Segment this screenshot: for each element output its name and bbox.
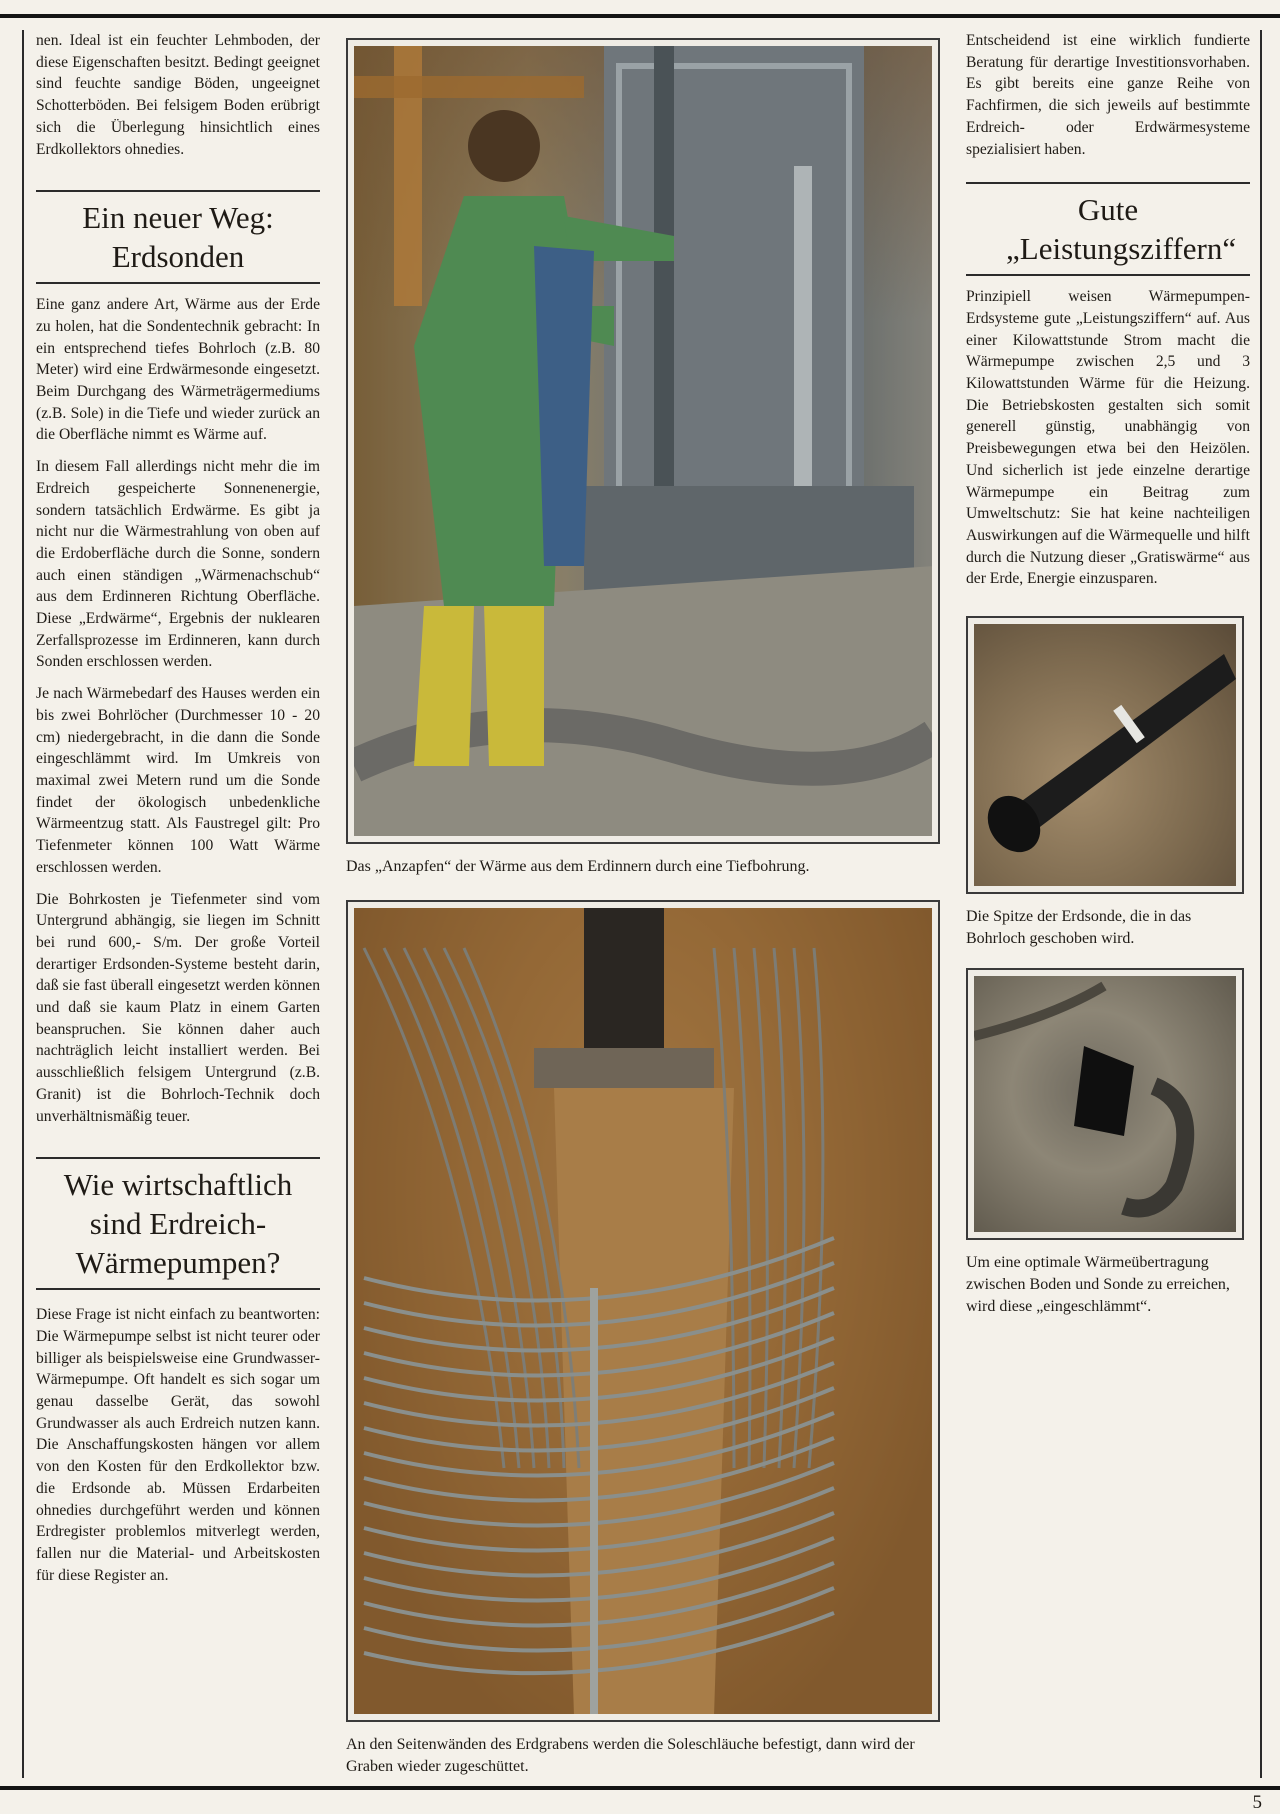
probe-tip-image — [974, 624, 1236, 886]
section-erdsonden — [36, 190, 320, 1127]
trench-photo — [346, 900, 940, 1722]
intro-paragraph: Entscheidend ist eine wirklich fundierte Beratung für derartige Investitionsvorhaben. Es gibt bereits eine ganze Reihe von Fachfirmen, die sich jeweils auf bestimmte Erdreich- oder Erdwärmesysteme spezialisiert haben. — [966, 32, 1250, 158]
intro-paragraph: nen. Ideal ist ein feuchter Lehmboden, der diese Eigenschaften besitzt. Bedingt geeignet sind feuchte sandige Böden, ungeeignet Schotterböden. Bei felsigem Boden erübrigt sich die Überlegung hinsichtlich eines Erdkollektors ohnedies. — [36, 32, 320, 158]
probe-tip-photo — [966, 616, 1244, 894]
caption-probe-tip: Die Spitze der Erdsonde, die in das Bohrloch geschoben wird. — [966, 908, 1192, 948]
borehole-image — [974, 976, 1236, 1232]
column-line-right — [1260, 30, 1262, 1778]
heading-rule — [966, 182, 1250, 184]
heading-rule — [36, 282, 320, 284]
right-column — [966, 30, 1250, 1318]
caption-drilling: Das „Anzapfen“ der Wärme aus dem Erdinnern durch eine Tiefbohrung. — [346, 858, 810, 875]
paragraph: Prinzipiell weisen Wärmepumpen-Erdsysteme gute „Leistungsziffern“ auf. Aus einer Kilowattstunde Strom macht die Wärmepumpe zwischen 2,5 und 3 Kilowattstunden Wärme für die Heizung. Die Betriebskosten gestalten sich somit generell günstig, unabhängig von Preisbewegungen etwa bei den Heizölen. Und sicherlich ist jede einzelne derartige Wärmepumpe ein Beitrag zum Umweltschutz: Sie hat keine nachteiligen Auswirkungen auf die Wärmequelle und hilft durch die Nutzung dieser „Gratiswärme“ aus der Erde, Energie einzusparen. — [966, 288, 1250, 588]
bottom-rule — [0, 1786, 1280, 1790]
heading-rule — [966, 274, 1250, 276]
heading-rule — [36, 1288, 320, 1290]
heading-wirtschaftlichkeit: Wie wirtschaftlich sind Erdreich-Wärmepumpen? — [63, 1167, 293, 1281]
paragraph: Je nach Wärmebedarf des Hauses werden ein bis zwei Bohrlöcher (Durchmesser 10 - 20 cm) niedergebracht, in die dann die Sonde eingeschlämmt wird. Im Umkreis von maximal zwei Metern rund um die Sonde findet der ökologisch unbedenkliche Wärmeentzug statt. Als Faustregel gilt: Pro Tiefenmeter können 100 Watt Wärme erschlossen werden. — [36, 685, 320, 876]
left-column — [36, 30, 320, 1586]
heading-rule — [36, 1157, 320, 1159]
paragraph: Die Bohrkosten je Tiefenmeter sind vom Untergrund abhängig, sie liegen im Schnitt bei rund 600,- S/m. Der große Vorteil derartiger Erdsonden-Systeme besteht darin, daß sie fast überall eingesetzt werden können und daß sie kaum Platz in einem Garten beanspruchen. Sie können daher auch nachträglich leicht installiert werden. Bei ausschließlich felsigem Untergrund (z.B. Granit) ist die Bohrloch-Technik doch unverhältnismäßig teuer. — [36, 890, 320, 1125]
paragraph: Diese Frage ist nicht einfach zu beantworten: Die Wärmepumpe selbst ist nicht teurer oder billiger als beispielsweise eine Grundwasser-Wärmepumpe. Oft handelt es sich sogar um genau dasselbe Gerät, das sowohl Grundwasser als auch Erdreich nutzen kann. Die Anschaffungskosten hängen vor allem von den Kosten für den Erdkollektor bzw. die Erdsonde ab. Müssen Erdarbeiten ohnedies durchgeführt werden und können Erdregister problemlos mitverlegt werden, fallen nur die Material- und Arbeitskosten für diese Register an. — [36, 1306, 320, 1584]
heading-erdsonden: Ein neuer Weg: Erdsonden — [82, 200, 274, 275]
column-line-left — [22, 30, 24, 1778]
section-wirtschaftlichkeit — [36, 1157, 320, 1586]
paragraph: In diesem Fall allerdings nicht mehr die im Erdreich gespeicherte Sonnenenergie, sondern tatsächlich Erdwärme. Es gibt ja nicht nur die Wärmestrahlung von oben auf die Erdoberfläche durch die Sonne, sondern auch einen ständigen „Wärmenachschub“ aus dem Erdinneren Richtung Oberfläche. Diese „Erdwärme“, Ergebnis der nuklearen Zerfallsprozesse im Erdinneren, kann durch Sonden erschlossen werden. — [36, 458, 320, 671]
paragraph: Eine ganz andere Art, Wärme aus der Erde zu holen, hat die Sondentechnik gebracht: In ein entsprechend tiefes Bohrloch (z.B. 80 Meter) wird eine Erdwärmesonde eingesetzt. Beim Durchgang des Wärmeträgermediums (z.B. Sole) in die Tiefe und wieder zurück an die Oberfläche nimmt es Wärme auf. — [36, 296, 320, 444]
borehole-photo — [966, 968, 1244, 1240]
caption-trench: An den Seitenwänden des Erdgrabens werden die Soleschläuche befestigt, dann wird der Graben wieder zugeschüttet. — [346, 1736, 915, 1775]
page-number: 5 — [1252, 1792, 1262, 1813]
section-leistungsziffern — [966, 182, 1250, 590]
top-rule — [0, 14, 1280, 18]
trench-image — [354, 908, 932, 1714]
drilling-image — [354, 46, 932, 836]
heading-rule — [36, 190, 320, 192]
middle-column — [346, 38, 940, 1778]
drilling-photo — [346, 38, 940, 844]
caption-borehole: Um eine optimale Wärmeübertragung zwischen Boden und Sonde zu erreichen, wird diese „eingeschlämmt“. — [966, 1254, 1230, 1316]
heading-leistungsziffern: Gute „Leistungsziffern“ — [1006, 192, 1237, 267]
